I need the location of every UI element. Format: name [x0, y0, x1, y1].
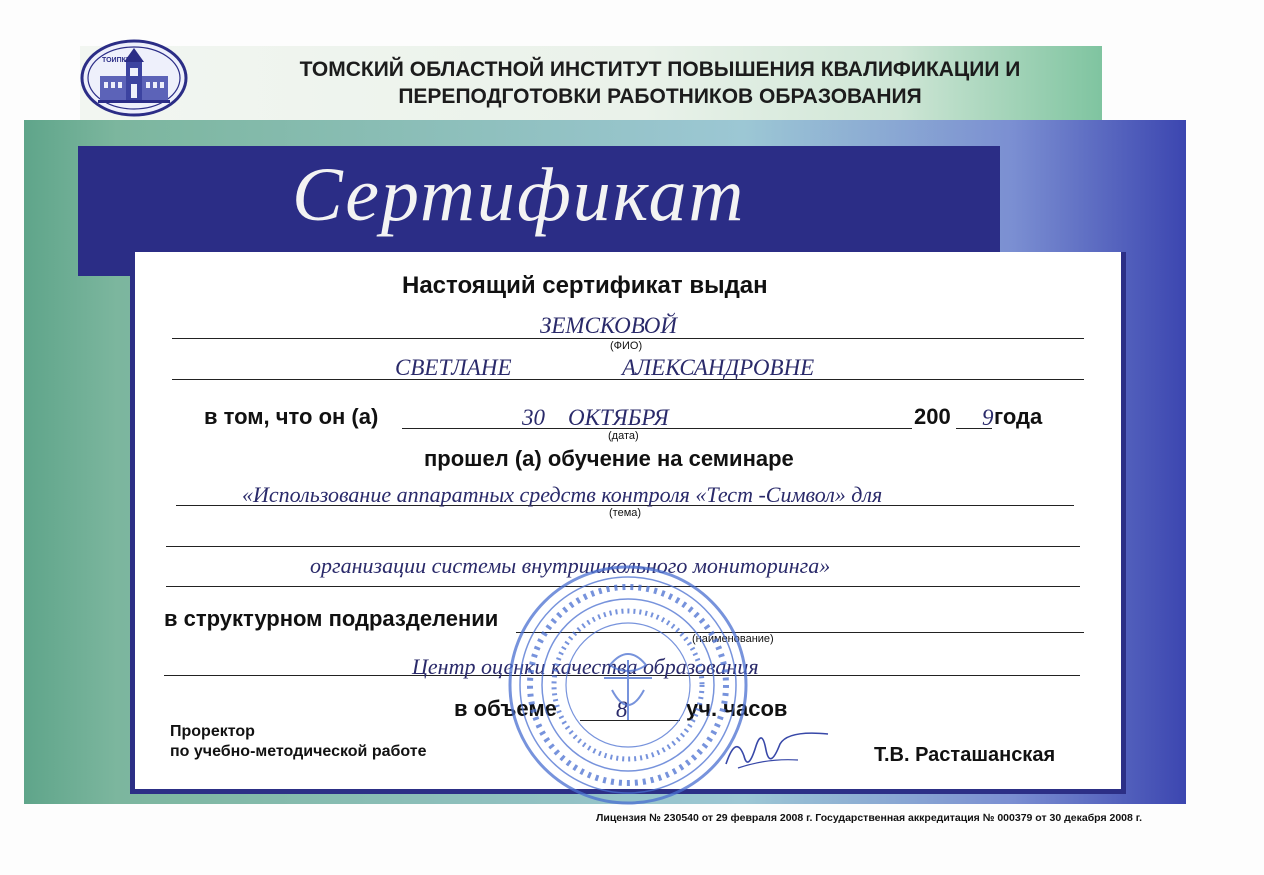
year-suffix: года — [994, 404, 1043, 429]
topic-text-line2: организации системы внутришкольного мониторинга» — [310, 553, 831, 578]
completed-label: прошел (а) обучение на семинаре — [424, 446, 794, 471]
recipient-patronymic: АЛЕКСАНДРОВНЕ — [622, 355, 815, 380]
issued-to-heading: Настоящий сертификат выдан — [402, 272, 768, 299]
in-that-label: в том, что он (а) — [204, 404, 379, 429]
topic-text-line1: «Использование аппаратных средств контроля «Тест -Символ» для — [242, 482, 883, 507]
topic-caption: (тема) — [609, 507, 642, 519]
certificate-title: Сертификат — [292, 153, 746, 237]
date-caption: (дата) — [608, 430, 639, 442]
year-prefix: 200 — [914, 404, 951, 429]
signer-position — [170, 722, 427, 762]
recipient-surname: ЗЕМСКОВОЙ — [540, 313, 677, 338]
license-footer: Лицензия № 230540 от 29 февраля 2008 г. Государственная аккредитация № 000379 от 30 декабря 2008 г. — [596, 812, 1143, 824]
logo-text: ТОИПКРО — [102, 57, 136, 64]
signer-title-line1: Проректор — [170, 723, 255, 740]
institute-name-line2: ПЕРЕПОДГОТОВКИ РАБОТНИКОВ ОБРАЗОВАНИЯ — [398, 85, 922, 108]
topic-line-2 — [166, 546, 1080, 547]
signer-title-line2: по учебно-методической работе — [170, 743, 427, 760]
division-label: в структурном подразделении — [164, 606, 499, 631]
signer-name: Т.В. Расташанская — [874, 744, 1056, 766]
division-value: Центр оценки качества образования — [412, 654, 759, 679]
institute-logo-icon — [80, 38, 188, 118]
recipient-name: СВЕТЛАНЕ — [395, 355, 512, 380]
fio-caption: (ФИО) — [610, 340, 643, 352]
institute-name — [230, 56, 1090, 110]
division-caption: (наименование) — [692, 633, 774, 645]
volume-label: в объеме — [454, 696, 557, 721]
signature-icon — [720, 718, 830, 778]
institute-name-line1: ТОМСКИЙ ОБЛАСТНОЙ ИНСТИТУТ ПОВЫШЕНИЯ КВАЛИФИКАЦИИ И — [299, 58, 1021, 81]
volume-unit: уч. часов — [686, 696, 788, 721]
year-digit: 9 — [982, 405, 994, 430]
volume-value: 8 — [616, 697, 628, 722]
date-value: 30 ОКТЯБРЯ — [522, 405, 669, 430]
